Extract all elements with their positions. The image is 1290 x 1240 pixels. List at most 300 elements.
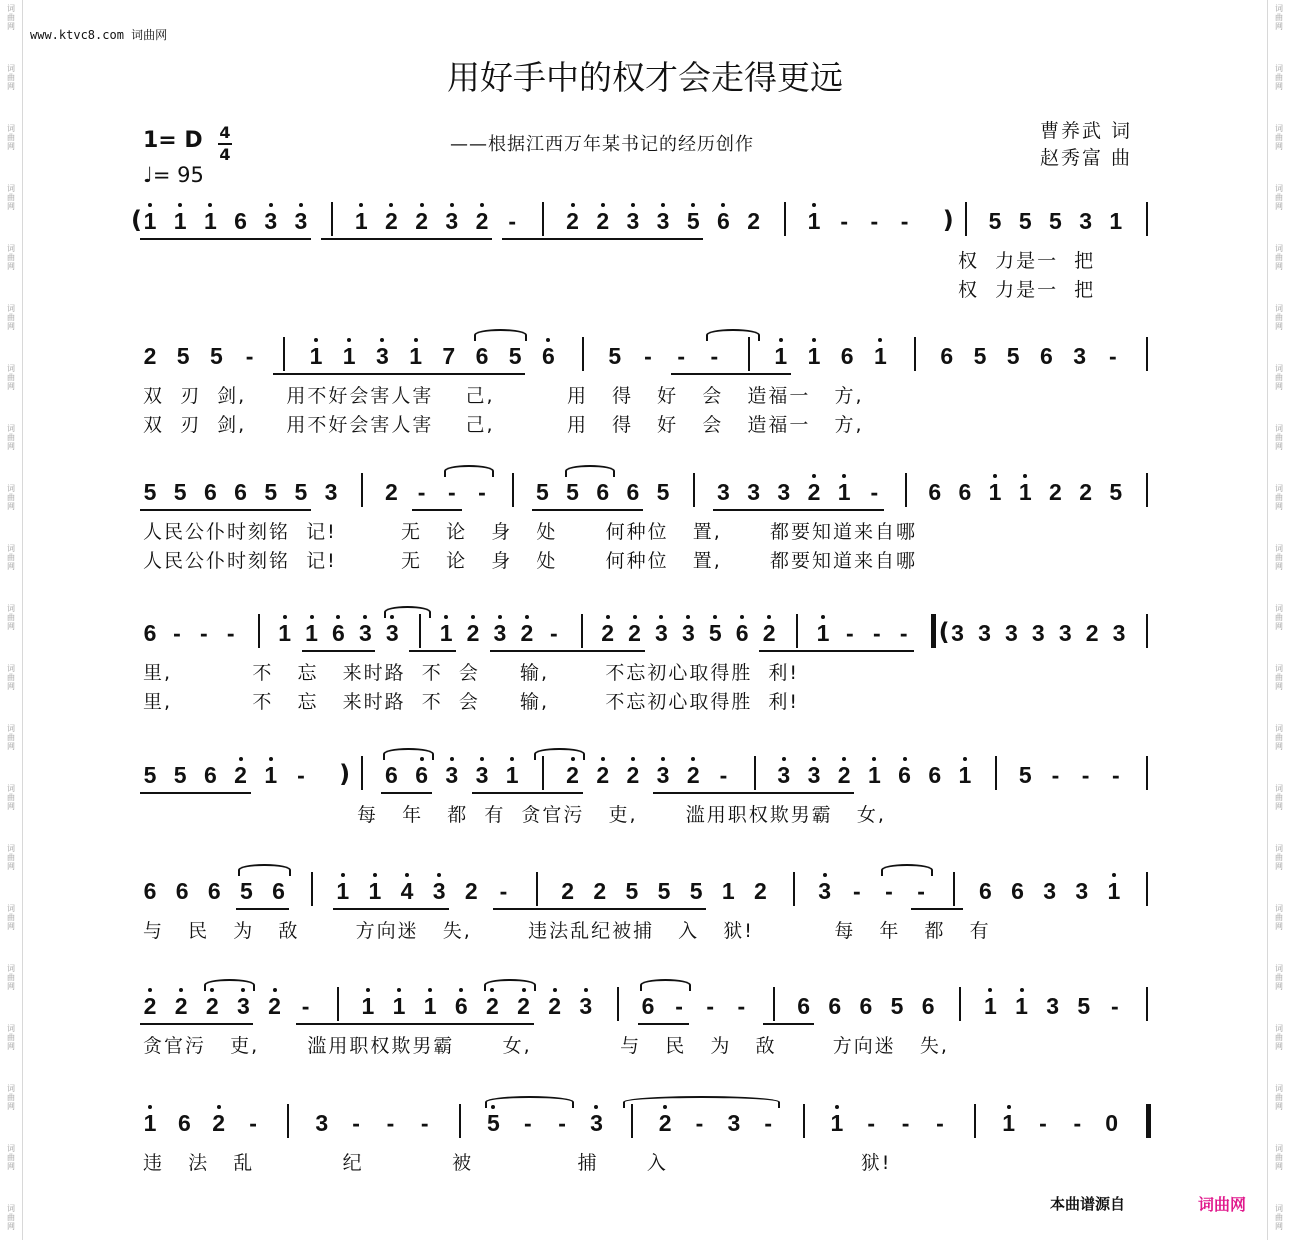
slur [204, 979, 255, 991]
note: 5 [973, 343, 987, 369]
note: 2 [762, 620, 776, 646]
bar-line [419, 614, 421, 648]
note: 5 [625, 878, 639, 904]
note: 2 [754, 878, 767, 904]
note: 5 [656, 479, 670, 505]
note: 6 [840, 343, 854, 369]
lyric-line: 人民公仆时刻铭 记! 无 论 身 处 何种位 置, 都要知道来自哪 [143, 550, 918, 572]
note: 2 [385, 479, 398, 505]
dash-sustain: - [900, 208, 909, 234]
watermark-text: 词 曲 网 [7, 64, 15, 91]
note: 2 [143, 993, 157, 1019]
beam-underline [140, 238, 311, 240]
note: 3 [1004, 620, 1018, 646]
note: 1 [264, 762, 278, 788]
note: 2 [205, 993, 219, 1019]
watermark-text: 词 曲 网 [1275, 1084, 1283, 1111]
high-octave-dot [963, 757, 967, 761]
quarter-note-icon: ♩ [143, 163, 153, 187]
slur [623, 1096, 780, 1108]
note: 3 [445, 208, 459, 234]
dash-sustain: - [644, 343, 652, 369]
dash-sustain: - [870, 208, 879, 234]
beam-underline [653, 792, 854, 794]
note: 2 [212, 1110, 226, 1136]
footer-brand: 词曲网 [1198, 1195, 1247, 1214]
high-octave-dot [631, 757, 635, 761]
bar-line [905, 473, 907, 507]
note: 3 [1046, 993, 1060, 1019]
lyric-line: 权 力是一 把 [958, 279, 1096, 301]
bar-line [693, 473, 695, 507]
watermark-text: 词 曲 网 [7, 1144, 15, 1171]
bar-line [959, 987, 961, 1021]
high-octave-dot [450, 203, 454, 207]
note: 3 [315, 1110, 329, 1136]
note: 3 [475, 762, 489, 788]
note: 0 [1105, 1110, 1119, 1136]
dash-sustain: - [867, 1110, 876, 1136]
close-paren: ) [339, 760, 351, 788]
note: 3 [626, 208, 640, 234]
bar-line [784, 202, 786, 236]
bar-line [617, 987, 619, 1021]
high-octave-dot [659, 615, 663, 619]
song-subtitle: ——根据江西万年某书记的经历创作 [450, 134, 754, 155]
watermark-text: 词 曲 网 [7, 544, 15, 571]
note: 3 [818, 878, 832, 904]
dash-sustain: - [917, 878, 925, 904]
dash-sustain: - [846, 620, 854, 646]
bar-line [311, 872, 313, 906]
slur [881, 864, 933, 876]
dash-sustain: - [706, 993, 715, 1019]
footer-source-label: 本曲谱源自 [1050, 1195, 1126, 1213]
note: 5 [239, 878, 253, 904]
high-octave-dot [842, 757, 846, 761]
slur [444, 465, 494, 477]
bar-line [1146, 987, 1148, 1021]
note: 2 [601, 620, 614, 646]
note: 2 [566, 762, 579, 788]
dash-sustain: - [1051, 762, 1060, 788]
high-octave-dot [510, 757, 514, 761]
note: 2 [1079, 479, 1093, 505]
note: 3 [717, 479, 730, 505]
note: 5 [1018, 762, 1032, 788]
high-octave-dot [405, 873, 409, 877]
note: 6 [177, 1110, 191, 1136]
key-signature: 1= D [143, 128, 203, 153]
bar-line [542, 202, 544, 236]
beam-underline [713, 509, 884, 511]
note: 1 [354, 208, 368, 234]
note: 1 [1018, 479, 1032, 505]
note: 2 [268, 993, 281, 1019]
high-octave-dot [686, 615, 690, 619]
note: 5 [1109, 479, 1123, 505]
note: 3 [807, 762, 821, 788]
watermark-text: 词 曲 网 [1275, 724, 1283, 751]
watermark-text: 词 曲 网 [7, 784, 15, 811]
note: 6 [415, 762, 429, 788]
high-octave-dot [366, 988, 370, 992]
dash-sustain: - [417, 479, 426, 505]
watermark-text: 词 曲 网 [7, 184, 15, 211]
high-octave-dot [993, 474, 997, 478]
high-octave-dot [812, 203, 816, 207]
watermark-text: 词 曲 网 [7, 484, 15, 511]
note: 2 [1049, 479, 1062, 505]
high-octave-dot [767, 615, 771, 619]
high-octave-dot [179, 988, 183, 992]
watermark-text: 词 曲 网 [1275, 4, 1283, 31]
note: 1 [505, 762, 519, 788]
note: 3 [324, 479, 338, 505]
beam-underline [502, 238, 703, 240]
note: 3 [727, 1110, 741, 1136]
note: 2 [596, 762, 610, 788]
note: 6 [717, 208, 730, 234]
bar-line [974, 1104, 976, 1138]
beam-underline [638, 1023, 689, 1025]
note: 7 [442, 343, 456, 369]
beam-underline [333, 908, 449, 910]
note: 1 [423, 993, 437, 1019]
note: 1 [342, 343, 356, 369]
watermark-text: 词 曲 网 [1275, 904, 1283, 931]
bar-line [536, 872, 538, 906]
lyric-line: 里, 不 忘 来时路 不 会 输, 不忘初心取得胜 利! [143, 691, 800, 713]
dash-sustain: - [764, 1110, 773, 1136]
note: 5 [608, 343, 622, 369]
high-octave-dot [812, 474, 816, 478]
note: 3 [655, 620, 668, 646]
dash-sustain: - [499, 878, 508, 904]
slur [238, 864, 290, 876]
high-octave-dot [437, 873, 441, 877]
beam-underline [911, 908, 963, 910]
open-paren: ( [131, 206, 142, 234]
high-octave-dot [584, 988, 588, 992]
watermark-text: 词 曲 网 [7, 364, 15, 391]
note: 6 [541, 343, 555, 369]
note: 2 [517, 993, 530, 1019]
note: 3 [1043, 878, 1056, 904]
beam-underline [140, 509, 311, 511]
watermark-text: 词 曲 网 [1275, 664, 1283, 691]
high-octave-dot [1020, 988, 1024, 992]
bar-line [582, 337, 584, 371]
note: 5 [173, 479, 187, 505]
note: 1 [983, 993, 997, 1019]
note: 2 [485, 993, 499, 1019]
bar-line [796, 614, 798, 648]
bar-line [581, 614, 583, 648]
dash-sustain: - [852, 878, 861, 904]
note: 1 [774, 343, 788, 369]
bar-line [803, 1104, 805, 1138]
note: 6 [143, 878, 157, 904]
repeat-bar-line [931, 614, 936, 648]
dash-sustain: - [1081, 762, 1090, 788]
high-octave-dot [148, 203, 152, 207]
dash-sustain: - [226, 620, 235, 646]
high-octave-dot [823, 873, 827, 877]
note: 3 [493, 620, 507, 646]
beam-underline [273, 373, 525, 375]
note: 1 [309, 343, 323, 369]
note: 1 [305, 620, 318, 646]
dash-sustain: - [549, 620, 558, 646]
note: 3 [777, 479, 791, 505]
note: 1 [173, 208, 187, 234]
note: 1 [1107, 878, 1121, 904]
note: 1 [368, 878, 382, 904]
note: 6 [203, 762, 217, 788]
note: 5 [1077, 993, 1091, 1019]
dash-sustain: - [840, 208, 848, 234]
note: 6 [735, 620, 749, 646]
dash-sustain: - [301, 993, 310, 1019]
watermark-text: 词 曲 网 [1275, 964, 1283, 991]
note: 1 [143, 1110, 157, 1136]
lyric-line: 与 民 为 敌 方向迷 失, 违法乱纪被捕 入 狱! 每 年 都 有 [143, 920, 991, 942]
note: 1 [988, 479, 1002, 505]
high-octave-dot [988, 988, 992, 992]
bar-line [1146, 337, 1148, 371]
bar-line [283, 337, 285, 371]
dash-sustain: - [870, 479, 879, 505]
watermark-text: 词 曲 网 [7, 304, 15, 331]
note: 3 [294, 208, 308, 234]
note: 6 [828, 993, 842, 1019]
note: 2 [520, 620, 534, 646]
note: 6 [143, 620, 157, 646]
lyric-line: 双 刃 剑, 用不好会害人害 己, 用 得 好 会 造福一 方, [143, 385, 864, 407]
bar-line [361, 473, 363, 507]
dash-sustain: - [872, 620, 881, 646]
watermark-text: 词 曲 网 [7, 424, 15, 451]
bar-line [773, 987, 775, 1021]
dash-sustain: - [1108, 343, 1117, 369]
note: 3 [385, 620, 399, 646]
watermark-text: 词 曲 网 [1275, 544, 1283, 571]
bar-line [542, 756, 544, 790]
beam-underline [763, 1023, 814, 1025]
note: 2 [1085, 620, 1099, 646]
high-octave-dot [878, 338, 882, 342]
watermark-text: 词 曲 网 [7, 1204, 15, 1231]
note: 2 [174, 993, 188, 1019]
high-octave-dot [721, 203, 725, 207]
watermark-text: 词 曲 网 [7, 964, 15, 991]
lyric-line: 违 法 乱 纪 被 捕 入 狱! [143, 1152, 892, 1174]
high-octave-dot [872, 757, 876, 761]
note: 6 [385, 762, 398, 788]
note: 6 [175, 878, 189, 904]
note: 5 [686, 208, 700, 234]
note: 6 [797, 993, 811, 1019]
note: 6 [596, 479, 610, 505]
dash-sustain: - [249, 1110, 257, 1136]
note: 1 [392, 993, 406, 1019]
beam-underline [302, 650, 376, 652]
note: 5 [1049, 208, 1062, 234]
high-octave-dot [336, 615, 340, 619]
bar-line [965, 202, 967, 236]
slur [706, 329, 759, 341]
note: 5 [294, 479, 308, 505]
slur [484, 979, 535, 991]
high-octave-dot [397, 988, 401, 992]
note: 2 [596, 208, 610, 234]
note: 5 [689, 878, 703, 904]
lyricist-credit: 曹养武 词 [1040, 120, 1133, 142]
note: 3 [1112, 620, 1126, 646]
high-octave-dot [812, 338, 816, 342]
bar-line [1146, 202, 1148, 236]
high-octave-dot [601, 203, 605, 207]
dash-sustain: - [695, 1110, 704, 1136]
note: 5 [988, 208, 1002, 234]
note: 3 [951, 620, 964, 646]
note: 3 [579, 993, 593, 1019]
note: 6 [978, 878, 992, 904]
note: 2 [747, 208, 761, 234]
watermark-text: 词 曲 网 [7, 1024, 15, 1051]
high-octave-dot [283, 615, 287, 619]
high-octave-dot [594, 1105, 598, 1109]
note: 5 [566, 479, 579, 505]
bar-line [331, 202, 333, 236]
high-octave-dot [546, 338, 550, 342]
note: 3 [375, 343, 389, 369]
repeat-bar-line [1146, 1104, 1151, 1138]
beam-underline [140, 1023, 253, 1025]
dash-sustain: - [558, 1110, 566, 1136]
note: 1 [867, 762, 881, 788]
watermark-text: 词 曲 网 [7, 664, 15, 691]
dash-sustain: - [1073, 1110, 1082, 1136]
high-octave-dot [525, 615, 529, 619]
note: 2 [143, 343, 157, 369]
watermark-text: 词 曲 网 [1275, 424, 1283, 451]
bar-line [459, 1104, 461, 1138]
note: 6 [475, 343, 489, 369]
note: 6 [626, 479, 640, 505]
note: 3 [1058, 620, 1072, 646]
note: 5 [264, 479, 278, 505]
watermark-text: 词 曲 网 [1275, 844, 1283, 871]
bar-line [1146, 872, 1148, 906]
watermark-text: 词 曲 网 [1275, 1024, 1283, 1051]
bar-line [914, 337, 916, 371]
high-octave-dot [553, 988, 557, 992]
note: 6 [928, 479, 942, 505]
dash-sustain: - [675, 993, 683, 1019]
tempo-value: = 95 [152, 163, 204, 187]
beam-underline [759, 650, 914, 652]
source-url: www.ktvc8.com 词曲网 [30, 28, 168, 42]
beam-underline [296, 1023, 534, 1025]
high-octave-dot [420, 203, 424, 207]
high-octave-dot [633, 615, 637, 619]
high-octave-dot [373, 873, 377, 877]
note: 3 [656, 762, 670, 788]
dash-sustain: - [901, 1110, 910, 1136]
note: 2 [807, 479, 821, 505]
bar-line [361, 756, 363, 790]
high-octave-dot [903, 757, 907, 761]
dash-sustain: - [245, 343, 254, 369]
dash-sustain: - [447, 479, 456, 505]
high-octave-dot [208, 203, 212, 207]
lyric-line: 人民公仆时刻铭 记! 无 论 身 处 何种位 置, 都要知道来自哪 [143, 521, 918, 543]
high-octave-dot [389, 203, 393, 207]
high-octave-dot [480, 203, 484, 207]
high-octave-dot [471, 615, 475, 619]
high-octave-dot [661, 757, 665, 761]
time-signature [218, 124, 232, 164]
bar-line [953, 872, 955, 906]
note: 6 [454, 993, 468, 1019]
note: 3 [777, 762, 791, 788]
note: 5 [143, 479, 157, 505]
dash-sustain: - [936, 1110, 944, 1136]
note: 6 [1011, 878, 1024, 904]
note: 5 [535, 479, 549, 505]
high-octave-dot [1023, 474, 1027, 478]
high-octave-dot [178, 203, 182, 207]
note: 6 [859, 993, 873, 1019]
high-octave-dot [299, 203, 303, 207]
note: 5 [176, 343, 190, 369]
note: 6 [332, 620, 345, 646]
high-octave-dot [606, 615, 610, 619]
note: 1 [807, 208, 821, 234]
high-octave-dot [812, 757, 816, 761]
watermark-text: 词 曲 网 [1275, 64, 1283, 91]
watermark-text: 词 曲 网 [1275, 124, 1283, 151]
bar-line [287, 1104, 289, 1138]
beam-underline [140, 792, 251, 794]
note: 1 [278, 620, 291, 646]
note: 3 [590, 1110, 603, 1136]
watermark-text: 词 曲 网 [1275, 364, 1283, 391]
dash-sustain: - [1039, 1110, 1047, 1136]
note: 6 [940, 343, 954, 369]
note: 2 [415, 208, 429, 234]
note: 6 [1039, 343, 1053, 369]
note: 4 [400, 878, 414, 904]
dash-sustain: - [710, 343, 719, 369]
watermark-text: 词 曲 网 [7, 4, 15, 31]
lyric-line: 权 力是一 把 [958, 250, 1096, 272]
note: 1 [361, 993, 375, 1019]
dash-sustain: - [386, 1110, 395, 1136]
watermark-text: 词 曲 网 [1275, 784, 1283, 811]
high-octave-dot [835, 1105, 839, 1109]
note: 1 [143, 208, 157, 234]
bar-line [631, 1104, 633, 1138]
high-octave-dot [444, 615, 448, 619]
note: 2 [385, 208, 398, 234]
note: 2 [626, 762, 640, 788]
song-title: 用好手中的权才会走得更远 [447, 58, 843, 97]
slur [474, 329, 527, 341]
lyric-line: 双 刃 剑, 用不好会害人害 己, 用 得 好 会 造福一 方, [143, 414, 864, 436]
